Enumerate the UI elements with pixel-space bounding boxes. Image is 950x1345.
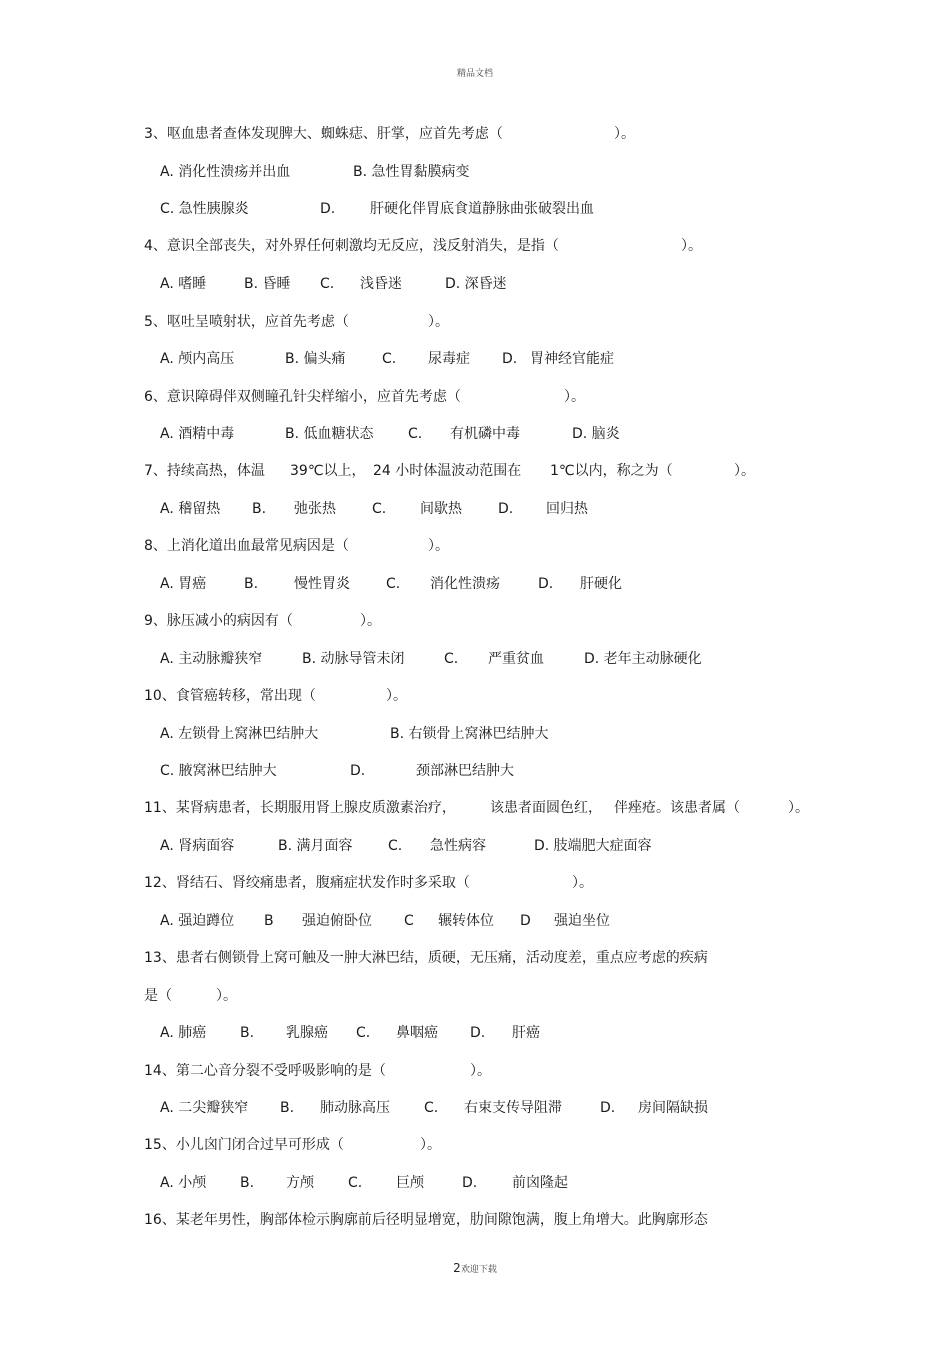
text-segment: 肺动脉高压 — [320, 1100, 390, 1116]
text-segment: B. — [244, 576, 259, 592]
text-segment: 弛张热 — [294, 501, 336, 517]
text-segment: 是（ — [144, 988, 172, 1004]
page-number: 2 — [453, 1261, 461, 1275]
text-segment: 辗转体位 — [438, 913, 494, 929]
text-segment: 11、某肾病患者，长期服用肾上腺皮质激素治疗， — [144, 800, 456, 816]
text-segment: 有机磷中毒 — [450, 426, 520, 442]
text-segment: 前囟隆起 — [512, 1175, 568, 1191]
text-segment: B. 右锁骨上窝淋巴结肿大 — [390, 726, 549, 742]
text-segment: 巨颅 — [396, 1175, 424, 1191]
text-segment: B. 偏头痛 — [285, 351, 346, 367]
text-segment: A. 强迫蹲位 — [160, 913, 235, 929]
text-segment: 鼻咽癌 — [396, 1025, 438, 1041]
text-segment: D. — [600, 1100, 616, 1116]
text-segment: ）。 — [572, 875, 593, 891]
text-segment: C. — [444, 651, 459, 667]
text-segment: ）。 — [216, 988, 237, 1004]
text-segment: B. — [252, 501, 267, 517]
text-segment: 强迫坐位 — [554, 913, 610, 929]
text-segment: B. 满月面容 — [278, 838, 353, 854]
text-segment: D. — [350, 763, 366, 779]
text-segment: ）。 — [420, 1137, 441, 1153]
text-segment: 9、脉压减小的病因有（ — [144, 613, 293, 629]
text-segment: D — [520, 913, 531, 929]
text-segment: 16、某老年男性，胸部体检示胸廓前后径明显增宽，肋间隙饱满，腹上角增大。此胸廓形态 — [144, 1212, 708, 1228]
text-segment: 急性病容 — [430, 838, 486, 854]
text-segment: 慢性胃炎 — [294, 576, 350, 592]
text-segment: 肝硬化 — [580, 576, 622, 592]
text-segment: C. — [424, 1100, 439, 1116]
text-segment: A. 酒精中毒 — [160, 426, 235, 442]
text-segment: 5、呕吐呈喷射状，应首先考虑（ — [144, 314, 349, 330]
text-segment: B — [264, 913, 274, 929]
footer-text: 欢迎下载 — [460, 1265, 497, 1275]
text-segment: B. — [280, 1100, 295, 1116]
text-segment: ）。 — [428, 314, 449, 330]
text-segment: 尿毒症 — [428, 351, 470, 367]
text-segment: A. 小颅 — [160, 1175, 207, 1191]
text-segment: A. 嗜睡 — [160, 276, 207, 292]
text-segment: 3、呕血患者查体发现脾大、蜘蛛痣、肝掌，应首先考虑（ — [144, 126, 503, 142]
text-segment: ）。 — [788, 800, 809, 816]
text-segment: 7、持续高热，体温 — [144, 463, 265, 479]
text-segment: ）。 — [734, 463, 755, 479]
text-segment: C. — [408, 426, 423, 442]
text-segment: B. — [240, 1175, 255, 1191]
text-segment: ）。 — [681, 238, 702, 254]
text-segment: A. 肾病面容 — [160, 838, 235, 854]
text-segment: C. — [386, 576, 401, 592]
text-segment: A. 颅内高压 — [160, 351, 235, 367]
text-segment: 肝硬化伴胃底食道静脉曲张破裂出血 — [370, 201, 594, 217]
text-segment: B. 急性胃黏膜病变 — [353, 164, 470, 180]
text-segment: 8、上消化道出血最常见病因是（ — [144, 538, 349, 554]
text-segment: C. — [382, 351, 397, 367]
text-segment: 该患者面圆色红， — [490, 800, 602, 816]
text-segment: C — [404, 913, 414, 929]
text-segment: B. 低血糖状态 — [285, 426, 374, 442]
text-segment: 间歇热 — [420, 501, 462, 517]
text-segment: 13、患者右侧锁骨上窝可触及一肿大淋巴结，质硬，无压痛，活动度差，重点应考虑的疾病 — [144, 950, 708, 966]
text-segment: D. — [538, 576, 554, 592]
text-segment: ）。 — [564, 389, 585, 405]
text-segment: 6、意识障碍伴双侧瞳孔针尖样缩小，应首先考虑（ — [144, 389, 461, 405]
text-segment: ）。 — [386, 688, 407, 704]
text-segment: C. — [348, 1175, 363, 1191]
text-segment: 39℃以上， — [290, 463, 366, 479]
text-segment: B. — [240, 1025, 255, 1041]
text-segment: 肝癌 — [512, 1025, 540, 1041]
text-segment: 10、食管癌转移，常出现（ — [144, 688, 316, 704]
text-segment: A. 消化性溃疡并出血 — [160, 164, 291, 180]
text-segment: D. 肢端肥大症面容 — [534, 838, 652, 854]
text-segment: 颈部淋巴结肿大 — [416, 763, 514, 779]
text-segment: 浅昏迷 — [360, 276, 402, 292]
text-segment: 方颅 — [286, 1175, 314, 1191]
text-segment: ）。 — [360, 613, 381, 629]
text-segment: 4、意识全部丧失，对外界任何刺激均无反应，浅反射消失，是指（ — [144, 238, 559, 254]
text-segment: C. — [388, 838, 403, 854]
text-segment: ）。 — [470, 1063, 491, 1079]
text-segment: 房间隔缺损 — [638, 1100, 708, 1116]
text-segment: 乳腺癌 — [286, 1025, 328, 1041]
text-segment: D. — [320, 201, 336, 217]
text-segment: B. 动脉导管未闭 — [302, 651, 405, 667]
text-segment: D. — [502, 351, 518, 367]
text-segment: 强迫俯卧位 — [302, 913, 372, 929]
text-segment: A. 肺癌 — [160, 1025, 207, 1041]
text-segment: C. 腋窝淋巴结肿大 — [160, 763, 277, 779]
text-segment: A. 左锁骨上窝淋巴结肿大 — [160, 726, 319, 742]
text-segment: 15、小儿囟门闭合过早可形成（ — [144, 1137, 344, 1153]
page-footer — [0, 1261, 950, 1275]
text-segment: 消化性溃疡 — [430, 576, 500, 592]
text-segment: A. 稽留热 — [160, 501, 221, 517]
text-segment: C. — [320, 276, 335, 292]
text-segment: D. 深昏迷 — [445, 276, 507, 292]
text-segment: A. 胃癌 — [160, 576, 207, 592]
text-segment: 回归热 — [546, 501, 588, 517]
text-segment: 胃神经官能症 — [530, 351, 614, 367]
text-segment: D. 脑炎 — [572, 426, 620, 442]
text-segment: 右束支传导阻滞 — [464, 1100, 562, 1116]
text-segment: D. — [462, 1175, 478, 1191]
text-segment: 1℃以内，称之为（ — [550, 463, 673, 479]
text-segment: A. 二尖瓣狭窄 — [160, 1100, 249, 1116]
text-segment: ）。 — [428, 538, 449, 554]
text-segment: 12、肾结石、肾绞痛患者，腹痛症状发作时多采取（ — [144, 875, 470, 891]
page-header: 精品文档 — [456, 69, 493, 79]
text-segment: D. — [470, 1025, 486, 1041]
text-segment: 24 小时体温波动范围在 — [373, 463, 522, 479]
text-segment: D. 老年主动脉硬化 — [584, 651, 702, 667]
text-segment: B. 昏睡 — [244, 276, 291, 292]
text-segment: C. — [372, 501, 387, 517]
text-segment: C. — [356, 1025, 371, 1041]
text-segment: A. 主动脉瓣狭窄 — [160, 651, 263, 667]
text-segment: 14、第二心音分裂不受呼吸影响的是（ — [144, 1063, 386, 1079]
text-segment: C. 急性胰腺炎 — [160, 201, 249, 217]
text-segment: 伴痤疮。该患者属（ — [614, 800, 740, 816]
text-segment: ）。 — [614, 126, 635, 142]
text-segment: D. — [498, 501, 514, 517]
text-segment: 严重贫血 — [488, 651, 544, 667]
